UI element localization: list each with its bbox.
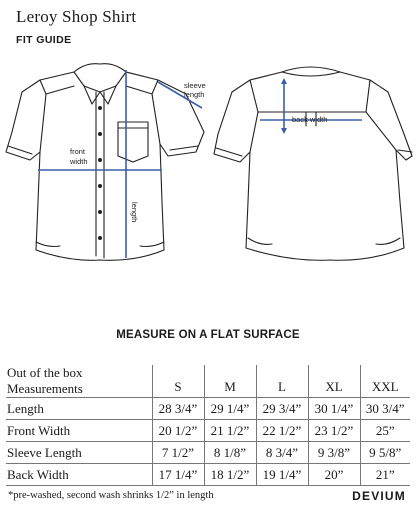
table-cell: 28 3/4”: [152, 398, 204, 420]
table-cell: 17 1/4”: [152, 464, 204, 486]
table-cell: 21 1/2”: [204, 420, 256, 442]
table-cell: 25”: [360, 420, 410, 442]
table-header-row: [6, 365, 410, 398]
footnote: *pre-washed, second wash shrinks 1/2” in length: [8, 490, 214, 501]
shirt-front-icon: [6, 64, 204, 261]
length-label: length: [130, 202, 139, 223]
size-header: L: [256, 365, 308, 398]
corner-line-2: Measurements: [7, 381, 83, 396]
table-row: [6, 420, 410, 442]
row-label: Length: [6, 398, 152, 420]
front-width-label-1: front: [70, 147, 86, 156]
table-cell: 8 1/8”: [204, 442, 256, 464]
shirt-diagram: [0, 52, 416, 282]
size-header: XL: [308, 365, 360, 398]
row-label: Sleeve Length: [6, 442, 152, 464]
table-cell: 22 1/2”: [256, 420, 308, 442]
front-width-label-2: width: [70, 157, 88, 166]
back-width-label: back width: [292, 115, 328, 124]
table-cell: 30 3/4”: [360, 398, 410, 420]
brand-logo: DEVIUM: [352, 489, 406, 503]
size-header: XXL: [360, 365, 410, 398]
table-cell: 19 1/4”: [256, 464, 308, 486]
table-cell: 29 1/4”: [204, 398, 256, 420]
table-cell: 30 1/4”: [308, 398, 360, 420]
page-subtitle: FIT GUIDE: [16, 34, 72, 46]
table-cell: 9 3/8”: [308, 442, 360, 464]
size-table: [6, 365, 410, 486]
page-title: Leroy Shop Shirt: [16, 7, 137, 26]
sleeve-label-1: sleeve: [184, 81, 206, 90]
shirt-back-icon: [214, 67, 412, 260]
table-row: [6, 398, 410, 420]
table-cell: 20”: [308, 464, 360, 486]
size-header: S: [152, 365, 204, 398]
table-cell: 29 3/4”: [256, 398, 308, 420]
table-cell: 23 1/2”: [308, 420, 360, 442]
measure-heading: MEASURE ON A FLAT SURFACE: [116, 329, 300, 341]
size-header: M: [204, 365, 256, 398]
table-cell: 18 1/2”: [204, 464, 256, 486]
table-cell: 20 1/2”: [152, 420, 204, 442]
table-cell: 7 1/2”: [152, 442, 204, 464]
table-row: [6, 464, 410, 486]
row-label: Back Width: [6, 464, 152, 486]
sleeve-label-2: length: [184, 90, 205, 99]
table-cell: 9 5/8”: [360, 442, 410, 464]
corner-line-1: Out of the box: [7, 365, 83, 380]
table-cell: 21”: [360, 464, 410, 486]
table-corner-label: [6, 365, 152, 398]
table-row: [6, 442, 410, 464]
button-icons: [98, 106, 102, 240]
table-cell: 8 3/4”: [256, 442, 308, 464]
row-label: Front Width: [6, 420, 152, 442]
